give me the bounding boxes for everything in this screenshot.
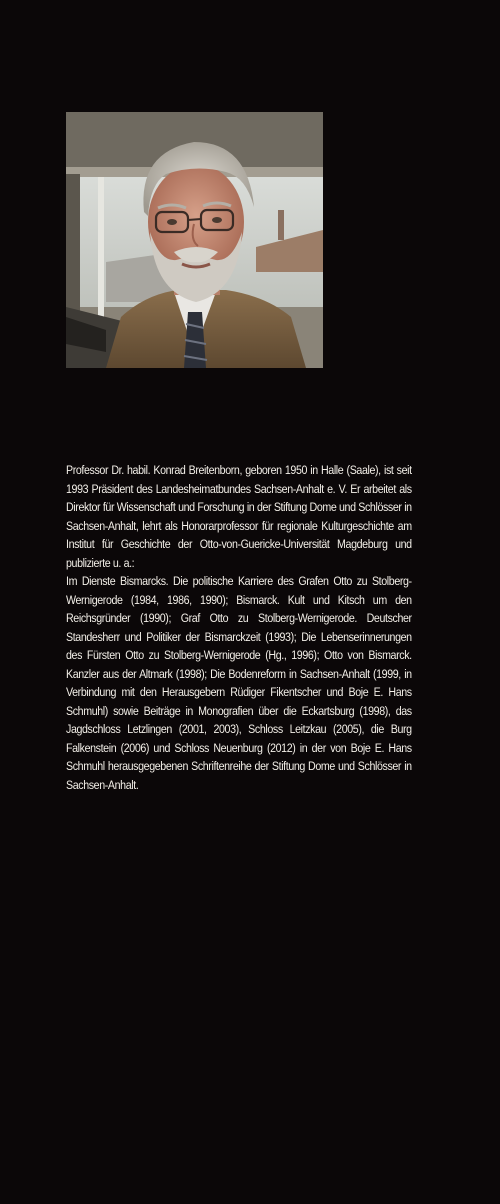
portrait-image [66,112,323,368]
author-biography [66,461,412,794]
bio-intro-paragraph: Professor Dr. habil. Konrad Breitenborn, geboren 1950 in Halle (Saale), ist seit 1993 Präsident des Landesheimatbundes Sachsen-Anhalt e. V. Er arbeitet als Direktor für Wissenschaft und Forschung in der Stiftung Dome und Schlösser in Sachsen-Anhalt, lehrt als Honorarprofessor für regionale Kulturgeschichte am Institut für Geschichte der Otto-von-Guericke-Universität Magdeburg und publizierte u. a.: [66,463,412,570]
author-portrait-photo [66,112,323,368]
bio-publications-paragraph: Im Dienste Bismarcks. Die politische Karriere des Grafen Otto zu Stolberg-Wernigerode (1984, 1986, 1990); Bismarck. Kult und Kitsch um den Reichsgründer (1990); Graf Otto zu Stolberg-Wernigerode. Deutscher Standesherr und Politiker der Bismarckzeit (1993); Die Lebenserinnerungen des Fürsten Otto zu Stolberg-Wernigerode (Hg., 1996); Otto von Bismarck. Kanzler aus der Altmark (1998); Die Bodenreform in Sachsen-Anhalt (1999, in Verbindung mit den Herausgebern Rüdiger Fikentscher und Boje E. Hans Schmuhl) sowie Beiträge in Monografien über die Eckartsburg (1998), das Jagdschloss Letzlingen (2001, 2003), Schloss Leitzkau (2005), die Burg Falkenstein (2006) und Schloss Neuenburg (2012) in der von Boje E. Hans Schmuhl herausgegebenen Schriftenreihe der Stiftung Dome und Schlösser in Sachsen-Anhalt. [66,574,412,792]
